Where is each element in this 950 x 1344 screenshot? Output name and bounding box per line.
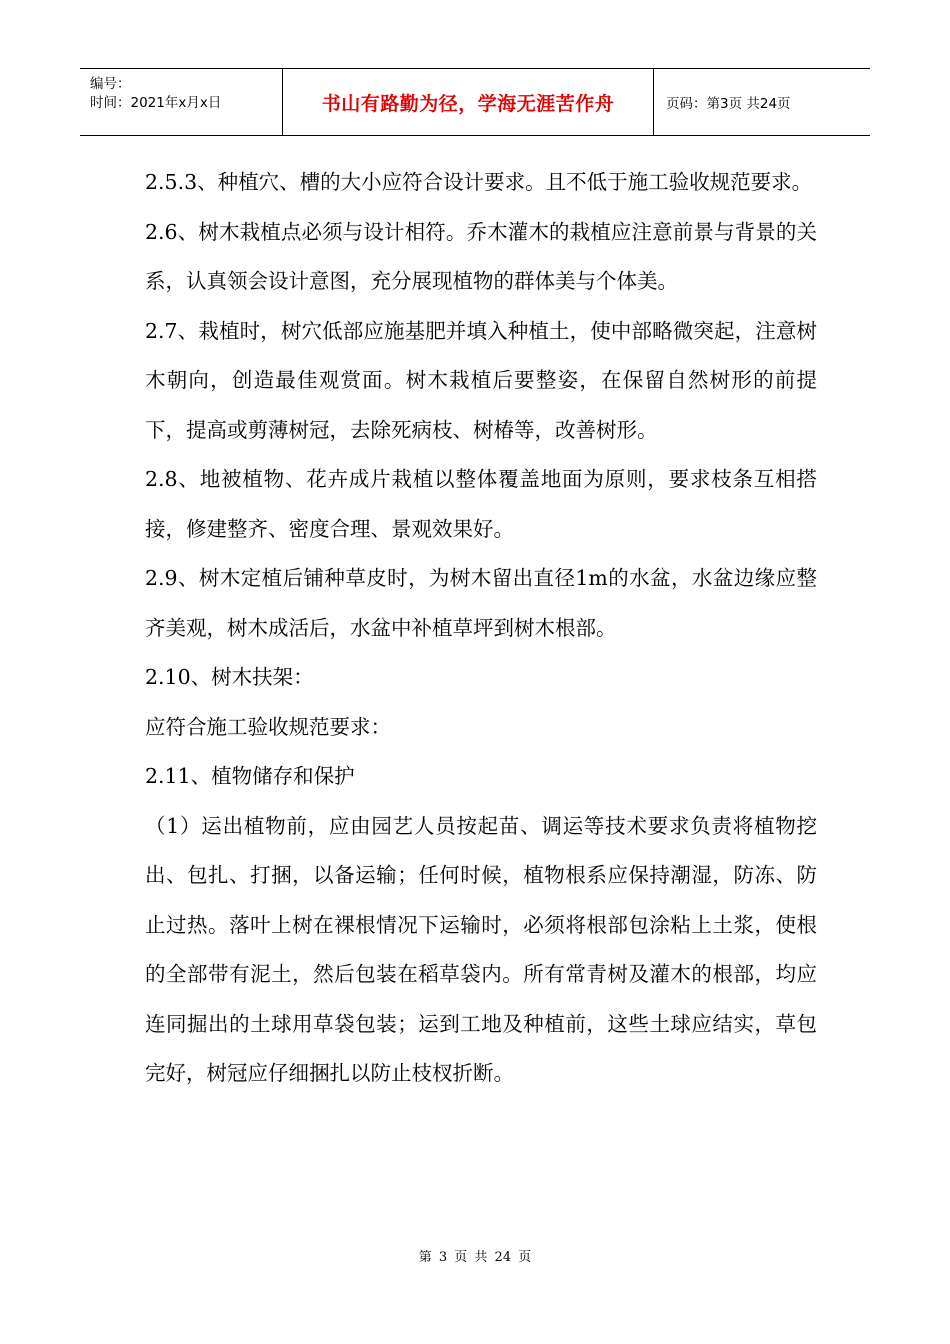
paragraph-2-7: 2.7、栽植时，树穴低部应施基肥并填入种植土，使中部略微突起，注意树木朝向，创造最佳观赏面。树木栽植后要整姿，在保留自然树形的前提下，提高或剪薄树冠，去除死病枝、树椿等，改善树形。 [145,318,817,442]
paragraph-2-8: 2.8、地被植物、花卉成片栽植以整体覆盖地面为原则，要求枝条互相搭接，修建整齐、密度合理、景观效果好。 [145,467,817,541]
paragraph-2-10-body: 应符合施工验收规范要求： [145,714,391,739]
paragraph-2-9: 2.9、树木定植后铺种草皮时，为树木留出直径1m的水盆，水盆边缘应整齐美观，树木成活后，水盆中补植草坪到树木根部。 [145,566,817,640]
document-header [80,68,870,136]
paragraph-2-6: 2.6、树木栽植点必须与设计相符。乔木灌木的栽植应注意前景与背景的关系，认真领会设计意图，充分展现植物的群体美与个体美。 [145,219,817,293]
document-body [145,158,817,1099]
heading-2-10: 2.10、树木扶架： [145,665,314,689]
paragraph-2-5-3: 2.5.3、种植穴、槽的大小应符合设计要求。且不低于施工验收规范要求。 [145,170,813,194]
header-motto: 书山有路勤为径，学海无涯苦作舟 [282,69,654,135]
header-number-label: 编号： [90,76,131,92]
header-time-label: 时间：2021年x月x日 [90,95,222,111]
page-footer: 第 3 页 共 24 页 [418,1250,532,1265]
header-meta [80,69,282,135]
paragraph-2-11-item-1: （1）运出植物前，应由园艺人员按起苗、调运等技术要求负责将植物挖出、包扎、打捆，以备运输；任何时候，植物根系应保持潮湿，防冻、防止过热。落叶上树在裸根情况下运输时，必须将根部包涂粘上土浆，使根的全部带有泥土，然后包装在稻草袋内。所有常青树及灌木的根部，均应连同掘出的土球用草袋包装；运到工地及种植前，这些土球应结实，草包完好，树冠应仔细捆扎以防止枝杈折断。 [145,813,817,1085]
header-page-info: 页码：第3页 共24页 [666,96,791,112]
heading-2-11: 2.11、植物储存和保护 [145,764,355,788]
